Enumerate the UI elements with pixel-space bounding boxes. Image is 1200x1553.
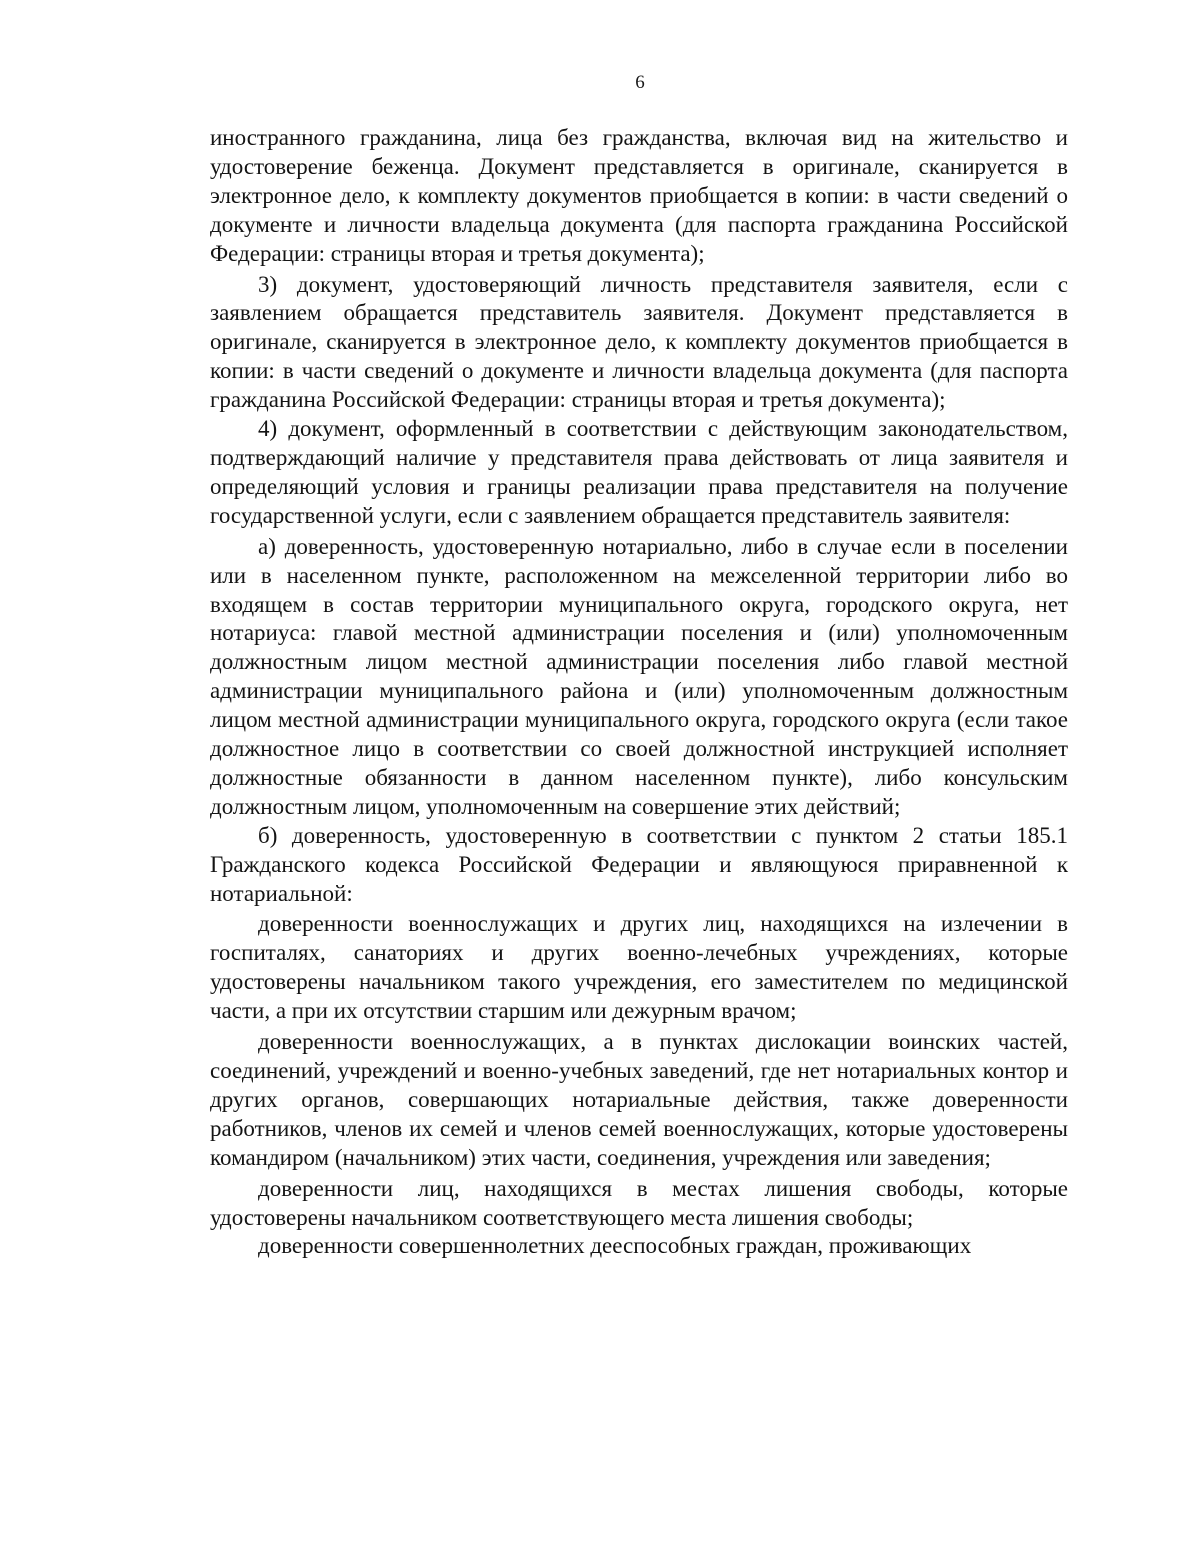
- paragraph-item-a: а) доверенность, удостоверенную нотариально, либо в случае если в поселении или в населенном пункте, расположенном на межселенной территории либо во входящем в состав территории муниципального округа, городского округа, нет нотариуса: главой местной администрации поселения и (или) уполномоченным должностным лицом местной администрации поселения либо главой местной администрации муниципального района и (или) уполномоченным должностным лицом местной администрации муниципального округа, городского округа (если такое должностное лицо в соответствии со своей должностной инструкцией исполняет должностные обязанности в данном населенном пункте), либо консульским должностным лицом, уполномоченным на совершение этих действий;: [210, 533, 1068, 819]
- paragraph-detention: доверенности лиц, находящихся в местах лишения свободы, которые удостоверены начальником соответствующего места лишения свободы;: [210, 1175, 1068, 1230]
- paragraph-military-units: доверенности военнослужащих, а в пунктах дислокации воинских частей, соединений, учреждений и военно-учебных заведений, где нет нотариальных контор и других органов, совершающих нотариальные действия, также доверенности работников, членов их семей и членов семей военнослужащих, которые удостоверены командиром (начальником) этих части, соединения, учреждения или заведения;: [210, 1029, 1068, 1170]
- document-body: [210, 124, 1068, 1261]
- paragraph-adult-citizens: доверенности совершеннолетних дееспособных граждан, проживающих: [258, 1233, 972, 1259]
- paragraph-item-4: 4) документ, оформленный в соответствии с действующим законодательством, подтверждающий наличие у представителя права действовать от лица заявителя и определяющий условия и границы реализации права представителя на получение государственной услуги, если с заявлением обращается представитель заявителя:: [210, 416, 1068, 528]
- page-number: 6: [635, 72, 645, 93]
- paragraph-military-hospital: доверенности военнослужащих и других лиц, находящихся на излечении в госпиталях, санаториях и других военно-лечебных учреждениях, которые удостоверены начальником такого учреждения, его заместителем по медицинской части, а при их отсутствии старшим или дежурным врачом;: [210, 911, 1068, 1024]
- paragraph-item-3: 3) документ, удостоверяющий личность представителя заявителя, если с заявлением обращается представитель заявителя. Документ представляется в оригинале, сканируется в электронное дело, к комплекту документов приобщается в копии: в части сведений о документе и личности владельца документа (для паспорта гражданина Российской Федерации: страницы вторая и третья документа);: [210, 271, 1068, 413]
- paragraph-item-b: б) доверенность, удостоверенную в соответствии с пунктом 2 статьи 185.1 Гражданского кодекса Российской Федерации и являющуюся приравненной к нотариальной:: [210, 822, 1068, 906]
- paragraph-continuation: иностранного гражданина, лица без гражданства, включая вид на жительство и удостоверение беженца. Документ представляется в оригинале, сканируется в электронное дело, к комплекту документов приобщается в копии: в части сведений о документе и личности владельца документа (для паспорта гражданина Российской Федерации: страницы вторая и третья документа);: [210, 125, 1068, 266]
